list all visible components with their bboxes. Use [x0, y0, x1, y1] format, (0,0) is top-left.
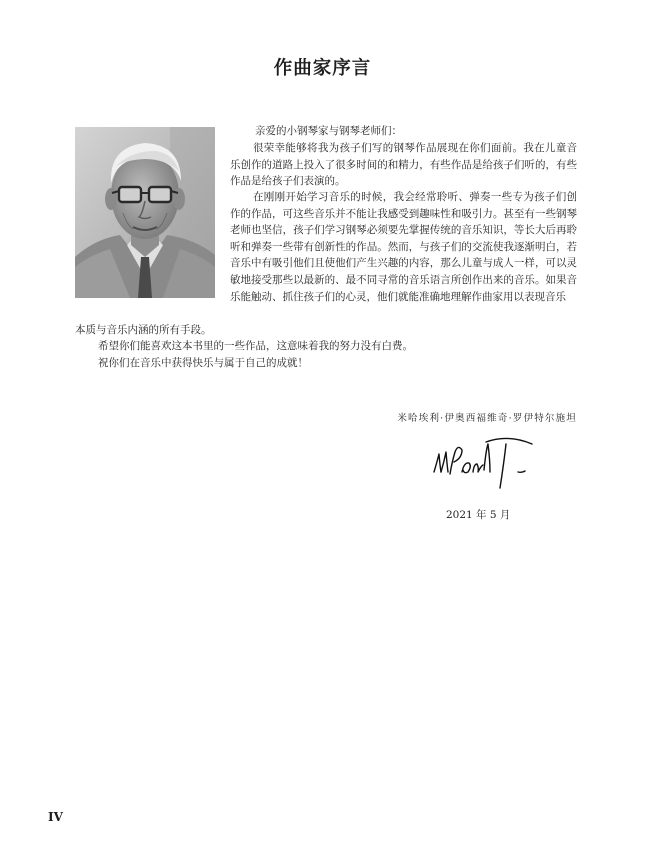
letter-paragraph-1: 很荣幸能够将我为孩子们写的钢琴作品展现在你们面前。我在儿童音乐创作的道路上投入了很多时间的和精力，有些作品是给孩子们听的，有些作品是给孩子们表演的。: [230, 142, 577, 188]
letter-paragraph-3: 希望你们能喜欢这本书里的一些作品，这意味着我的努力没有白费。: [98, 340, 413, 352]
page-title: 作曲家序言: [273, 58, 372, 79]
letter-paragraph-2: 在刚刚开始学习音乐的时候，我会经常聆听、弹奏一些专为孩子们创作的作品，可这些音乐并不能让我感受到趣味性和吸引力。甚至有一些钢琴老师也坚信，孩子们学习钢琴必须要先掌握传统的音乐知识，等长大后再聆听和弹奏一些带有创新性的作品。然而，与孩子们的交流使我逐渐明白，若音乐中有吸引他们且使他们产生兴趣的内容，那么儿童与成人一样，可以灵敏地接受那些以最新的、最不同寻常的音乐语言所创作出来的音乐。如果音乐能触动、抓住孩子们的心灵，他们就能准确地理解作曲家用以表现音乐: [230, 191, 577, 303]
author-signature: [428, 432, 546, 490]
letter-paragraph-4: 祝你们在音乐中获得快乐与属于自己的成就！: [98, 357, 308, 369]
letter-greeting: 亲爱的小钢琴家与钢琴老师们：: [255, 125, 402, 137]
date: 2021 年 5 月: [446, 509, 511, 521]
author-name: 米哈埃利·伊奥西福维奇·罗伊特尔施坦: [397, 413, 577, 424]
letter-paragraph-2-continued: 本质与音乐内涵的所有手段。: [75, 324, 212, 336]
page-number: IV: [48, 810, 63, 824]
composer-portrait-photo: [75, 127, 215, 298]
